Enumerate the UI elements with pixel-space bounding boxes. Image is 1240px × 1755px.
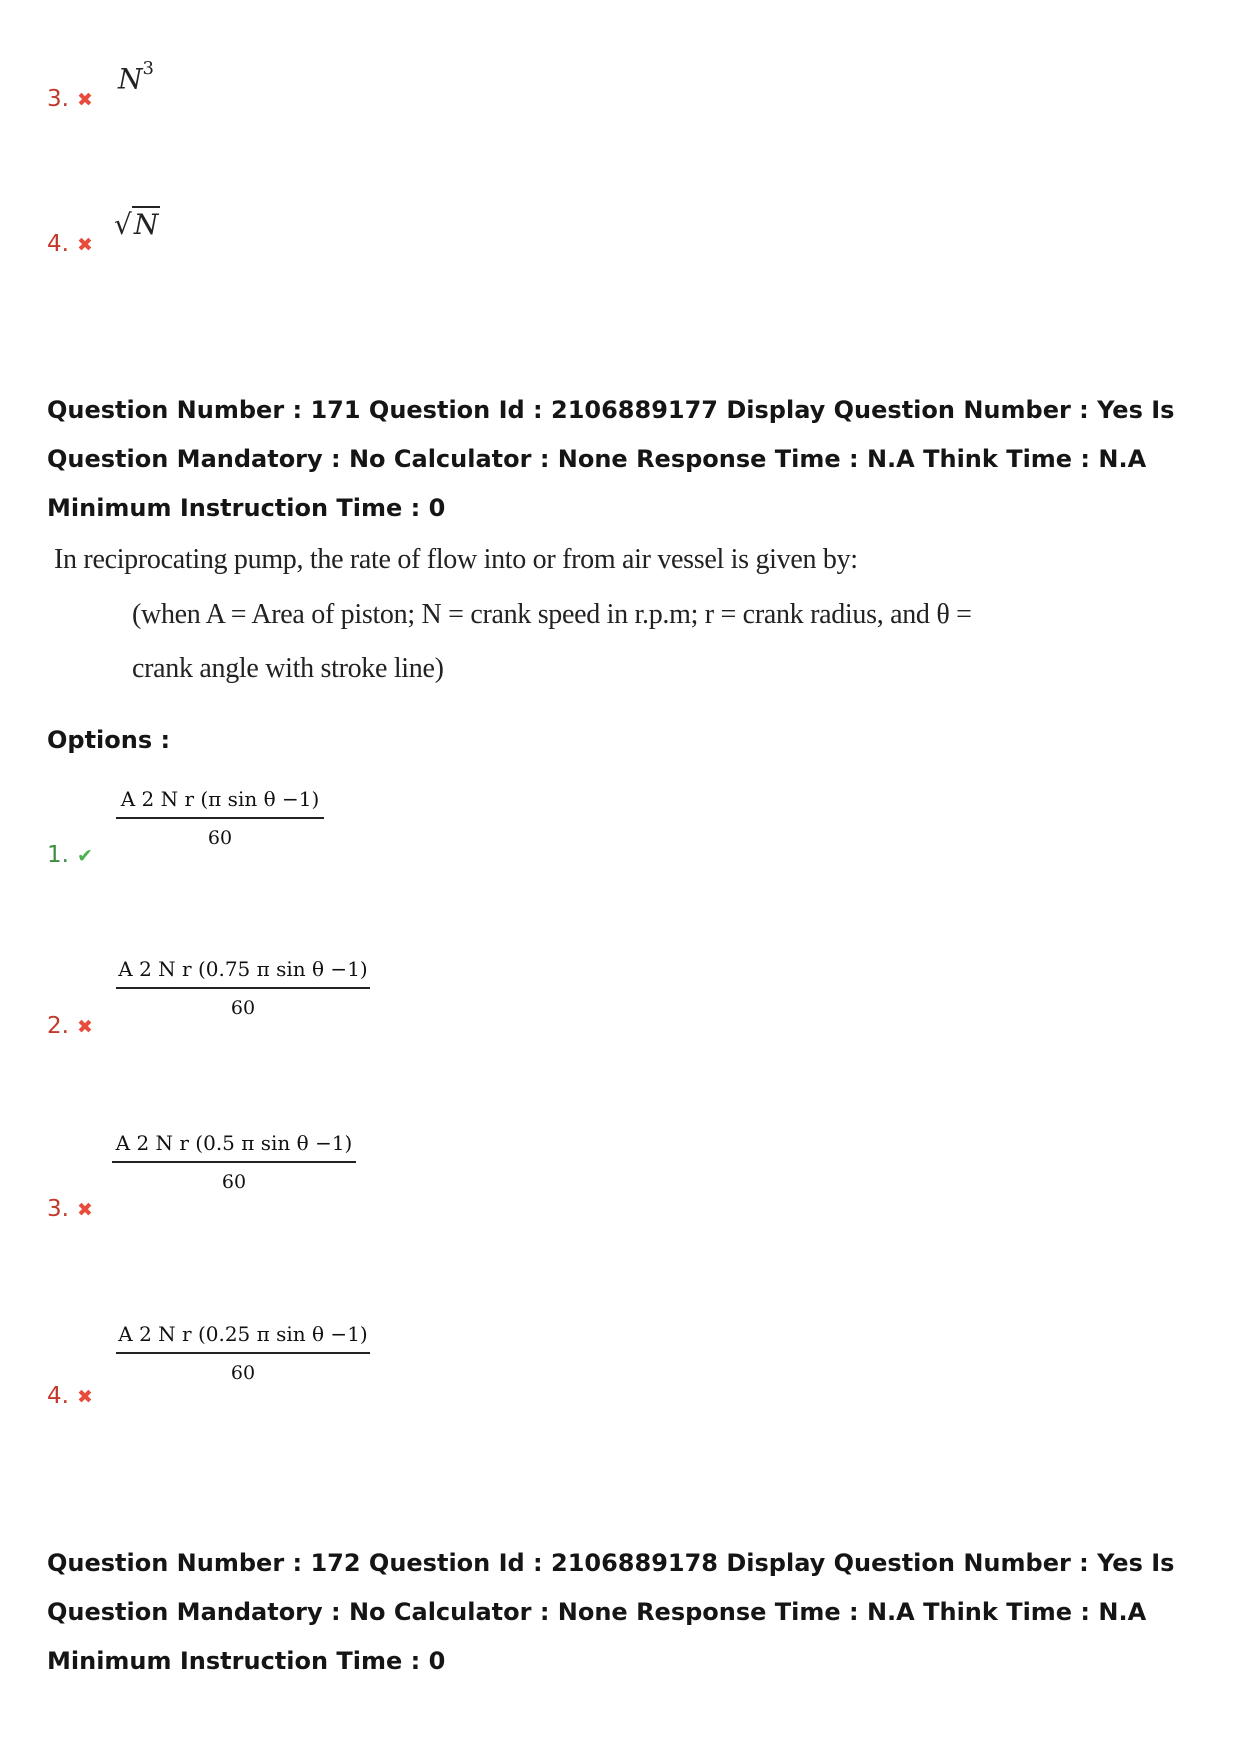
option-3-prev [47,86,93,112]
formula-numerator: A 2 N r (π sin θ −1) [116,787,324,819]
question-171-text-line2: (when A = Area of piston; N = crank speed in r.p.m; r = crank radius, and θ = [132,599,972,630]
correct-check-icon: ✔ [76,845,93,867]
option-2-formula [116,957,370,1019]
formula-numerator: A 2 N r (0.25 π sin θ −1) [116,1322,370,1354]
option-4-prev [47,231,93,257]
math-base: N [118,62,143,96]
wrong-mark-icon: ✖ [76,1016,93,1038]
option-number: 1. [47,842,69,868]
option-4 [47,1383,93,1409]
option-1-formula [116,787,324,849]
option-3-prev-math [118,58,154,96]
option-2 [47,1013,93,1039]
options-heading: Options : [47,726,171,754]
radical-sign: √ [114,208,132,241]
formula-denominator: 60 [230,1362,256,1384]
wrong-mark-icon: ✖ [76,1199,93,1221]
formula-numerator: A 2 N r (0.75 π sin θ −1) [116,957,370,989]
option-number: 2. [47,1013,69,1039]
question-171-meta: Question Number : 171 Question Id : 2106889177 Display Question Number : Yes Is Question Mandatory : No Calculator : None Response Time : N.A Think Time : N.A Minimum Instruction Time : 0 [47,396,1175,522]
formula-denominator: 60 [221,1171,247,1193]
option-3 [47,1196,93,1222]
wrong-mark-icon: ✖ [76,89,93,111]
option-4-prev-math [114,208,160,241]
wrong-mark-icon: ✖ [76,234,93,256]
formula-denominator: 60 [207,827,233,849]
option-1 [47,842,93,868]
option-number: 4. [47,1383,69,1409]
formula-numerator: A 2 N r (0.5 π sin θ −1) [112,1131,356,1163]
question-171-text-line1: In reciprocating pump, the rate of flow into or from air vessel is given by: [54,544,858,575]
option-4-formula [116,1322,370,1384]
question-171-text-line3: crank angle with stroke line) [132,653,444,684]
option-number: 3. [47,1196,69,1222]
option-number: 3. [47,86,69,112]
wrong-mark-icon: ✖ [76,1386,93,1408]
option-number: 4. [47,231,69,257]
radicand: N [133,208,159,241]
formula-denominator: 60 [230,997,256,1019]
math-exponent: 3 [142,58,154,79]
question-172-meta: Question Number : 172 Question Id : 2106889178 Display Question Number : Yes Is Question Mandatory : No Calculator : None Response Time : N.A Think Time : N.A Minimum Instruction Time : 0 [47,1549,1175,1675]
option-3-formula [112,1131,356,1193]
